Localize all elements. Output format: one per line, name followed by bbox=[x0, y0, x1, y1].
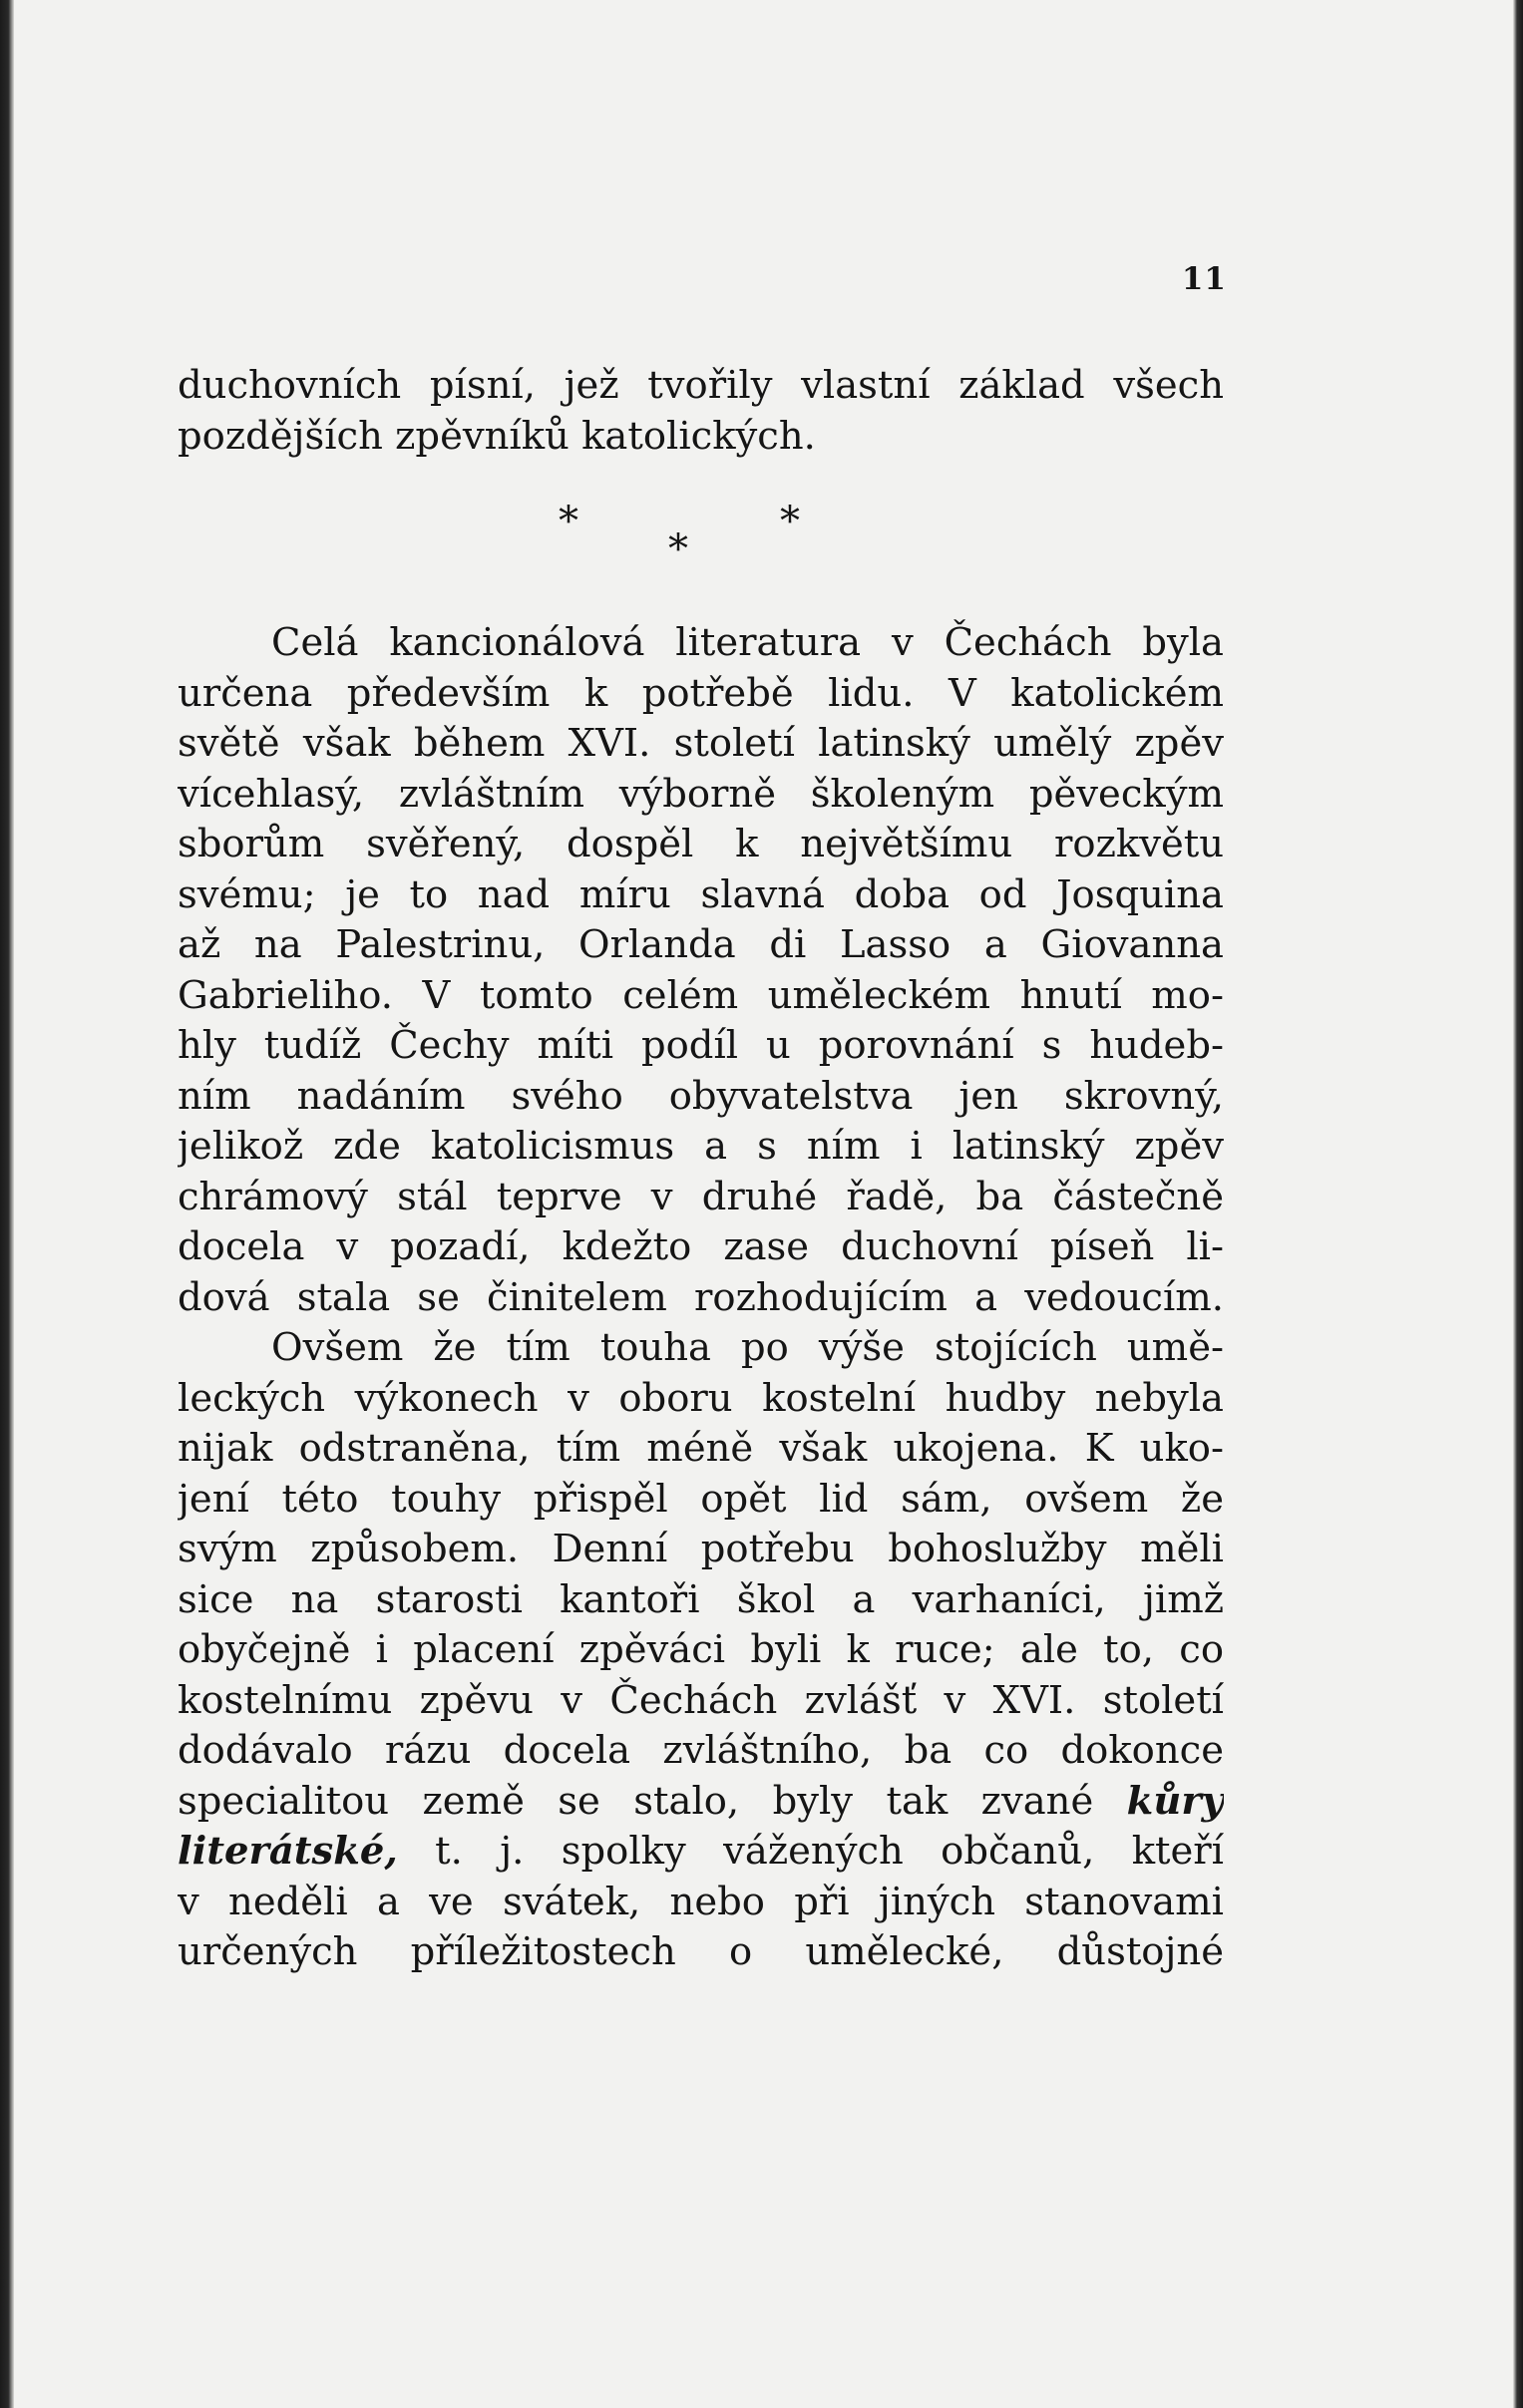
text-line: sborům svěřený, dospěl k největšímu rozkvětu bbox=[178, 822, 1224, 866]
text-line: až na Palestrinu, Orlanda di Lasso a Giovanna bbox=[178, 922, 1224, 967]
page-number: 11 bbox=[1181, 261, 1227, 297]
scan-edge-left bbox=[0, 0, 14, 2408]
text-line: chrámový stál teprve v druhé řadě, ba částečně bbox=[178, 1174, 1224, 1219]
text-line: jení této touhy přispěl opět lid sám, ovšem že bbox=[178, 1476, 1224, 1522]
text-line: svým způsobem. Denní potřebu bohoslužby měli bbox=[178, 1527, 1224, 1571]
text-line-with-term bbox=[178, 1827, 1224, 1878]
text-line: Celá kancionálová literatura v Čechách byla bbox=[271, 620, 1224, 665]
text-line: nijak odstraněna, tím méně však ukojena. K uko- bbox=[178, 1426, 1224, 1471]
text-line: leckých výkonech v oboru kostelní hudby nebyla bbox=[178, 1375, 1224, 1421]
text-line: duchovních písní, jež tvořily vlastní základ všech bbox=[178, 363, 1224, 408]
text-line: dodávalo rázu docela zvláštního, ba co dokonce bbox=[178, 1728, 1224, 1773]
text-line: ním nadáním svého obyvatelstva jen skrovný, bbox=[178, 1073, 1224, 1119]
text-line: Gabrieliho. V tomto celém uměleckém hnutí mo- bbox=[178, 972, 1224, 1018]
text-line: v neděli a ve svátek, nebo při jiných stanovami bbox=[178, 1879, 1224, 1924]
text-segment: t. j. spolky vážených občanů, kteří bbox=[435, 1829, 1224, 1874]
asterisk: * bbox=[668, 526, 688, 572]
text-line: docela v pozadí, kdežto zase duchovní píseň li- bbox=[178, 1224, 1224, 1269]
text-segment: specialitou země se stalo, byly tak zvané bbox=[178, 1778, 1094, 1824]
text-line: obyčejně i placení zpěváci byli k ruce; ale to, co bbox=[178, 1627, 1224, 1672]
text-line: sice na starosti kantoři škol a varhaníci, jimž bbox=[178, 1576, 1224, 1622]
emphasized-term: literátské, bbox=[178, 1829, 398, 1874]
text-line: vícehlasý, zvláštním výborně školeným pěveckým bbox=[178, 771, 1224, 817]
text-line: světě však během XVI. století latinský umělý zpěv bbox=[178, 721, 1224, 766]
text-line: svému; je to nad míru slavná doba od Josquina bbox=[178, 871, 1224, 917]
text-line: jelikož zde katolicismus a s ním i latinský zpěv bbox=[178, 1124, 1224, 1169]
paragraph-continued bbox=[178, 361, 1224, 462]
text-line: určených příležitostech o umělecké, důstojné bbox=[178, 1929, 1224, 1974]
asterisk: * bbox=[559, 499, 578, 544]
text-line: dová stala se činitelem rozhodujícím a vedoucím. bbox=[178, 1274, 1224, 1320]
text-line: kostelnímu zpěvu v Čechách zvlášť v XVI. století bbox=[178, 1677, 1224, 1723]
asterisk: * bbox=[780, 499, 800, 544]
emphasized-term: kůry bbox=[1126, 1778, 1224, 1824]
scan-edge-right bbox=[1513, 0, 1523, 2408]
main-text bbox=[178, 618, 1224, 1978]
text-line: Ovšem že tím touha po výše stojících umě- bbox=[271, 1325, 1224, 1370]
asterism-divider bbox=[559, 499, 818, 578]
text-line: pozdějších zpěvníků katolických. bbox=[178, 413, 816, 459]
text-line: určena především k potřebě lidu. V katolickém bbox=[178, 670, 1224, 716]
text-line: hly tudíž Čechy míti podíl u porovnání s hudeb- bbox=[178, 1023, 1224, 1068]
text-line-with-term bbox=[178, 1777, 1224, 1828]
